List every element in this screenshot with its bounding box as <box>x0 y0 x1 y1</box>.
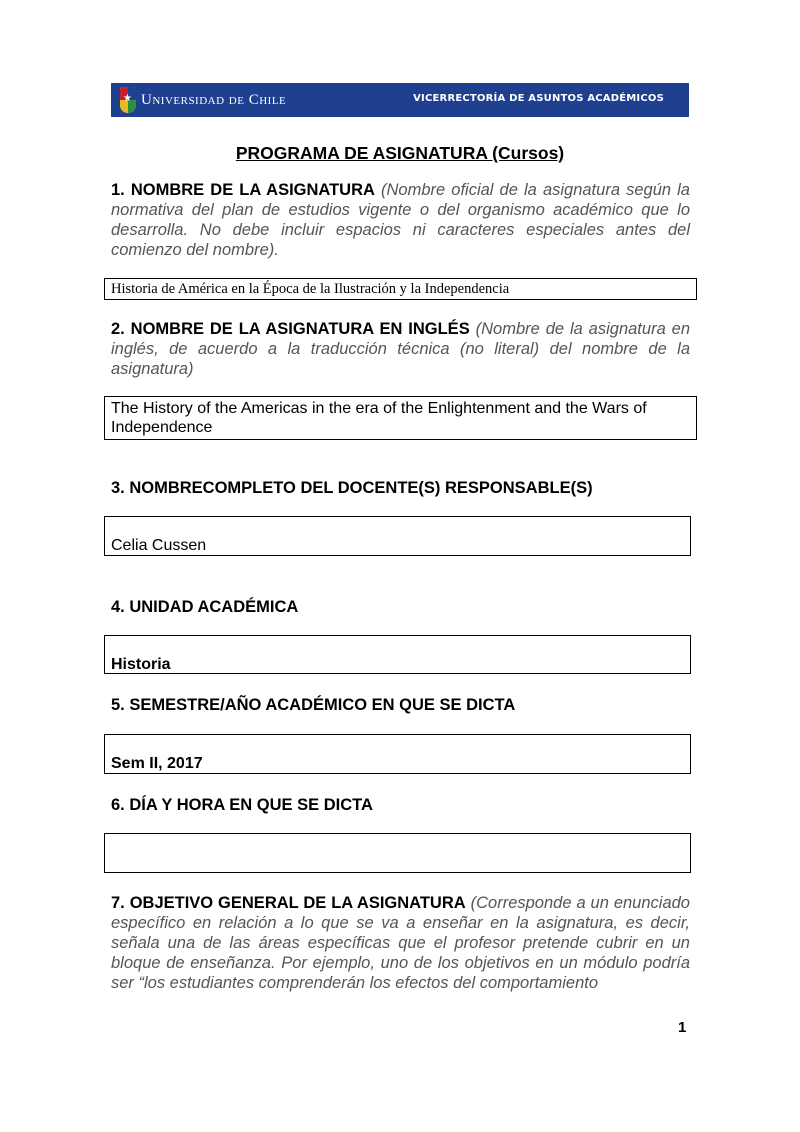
office-name: VICERRECTORÍA DE ASUNTOS ACADÉMICOS <box>413 93 664 104</box>
section-note: (Nombre de la asignatura en inglés, de acuerdo a la traducción técnica (no literal) del nombre de la asignatura) <box>111 320 690 378</box>
section-heading: 3. NOMBRECOMPLETO DEL DOCENTE(S) RESPONSABLE(S) <box>111 479 593 497</box>
section-3-heading <box>111 478 690 498</box>
schedule-field[interactable] <box>104 833 691 873</box>
university-name: Universidad de Chile <box>141 91 287 108</box>
university-shield-icon: ★ <box>120 87 136 113</box>
section-heading: 2. NOMBRE DE LA ASIGNATURA EN INGLÉS <box>111 320 470 338</box>
section-1-heading <box>111 180 690 260</box>
section-4-heading <box>111 597 690 617</box>
section-heading: 5. SEMESTRE/AÑO ACADÉMICO EN QUE SE DICTA <box>111 696 516 714</box>
section-heading: 1. NOMBRE DE LA ASIGNATURA <box>111 181 375 199</box>
section-heading: 6. DÍA Y HORA EN QUE SE DICTA <box>111 796 373 814</box>
academic-unit-value: Historia <box>111 656 171 673</box>
instructor-value: Celia Cussen <box>111 537 207 554</box>
section-2-heading <box>111 319 690 379</box>
semester-value: Sem II, 2017 <box>111 755 203 772</box>
section-5-heading <box>111 695 690 715</box>
course-name-value: Historia de América en la Época de la Ilustración y la Independencia <box>111 281 510 297</box>
page-title: PROGRAMA DE ASIGNATURA (Cursos) <box>235 143 565 163</box>
section-7-heading <box>111 893 690 993</box>
page-number: 1 <box>678 1019 687 1036</box>
academic-unit-field[interactable] <box>104 635 691 674</box>
section-note: (Nombre oficial de la asignatura según la normativa del plan de estudios vigente o del organismo académico que lo desarrolla. No debe incluir espacios ni caracteres especiales antes del comienzo del nombre). <box>111 181 690 259</box>
english-name-value: The History of the Americas in the era of the Enlightenment and the Wars of Independence <box>111 400 647 436</box>
section-6-heading <box>111 795 690 815</box>
section-heading: 4. UNIDAD ACADÉMICA <box>111 598 299 616</box>
section-heading: 7. OBJETIVO GENERAL DE LA ASIGNATURA <box>111 894 466 912</box>
university-header-banner <box>111 83 689 117</box>
section-note: (Corresponde a un enunciado específico en relación a lo que se va a enseñar en la asignatura, es decir, señala una de las áreas específicas que el profesor pretende cubrir en un bloque de enseñanza. Por ejemplo, uno de los objetivos en un módulo podría ser “los estudiantes comprenderán los efectos del comportamiento <box>111 894 690 992</box>
